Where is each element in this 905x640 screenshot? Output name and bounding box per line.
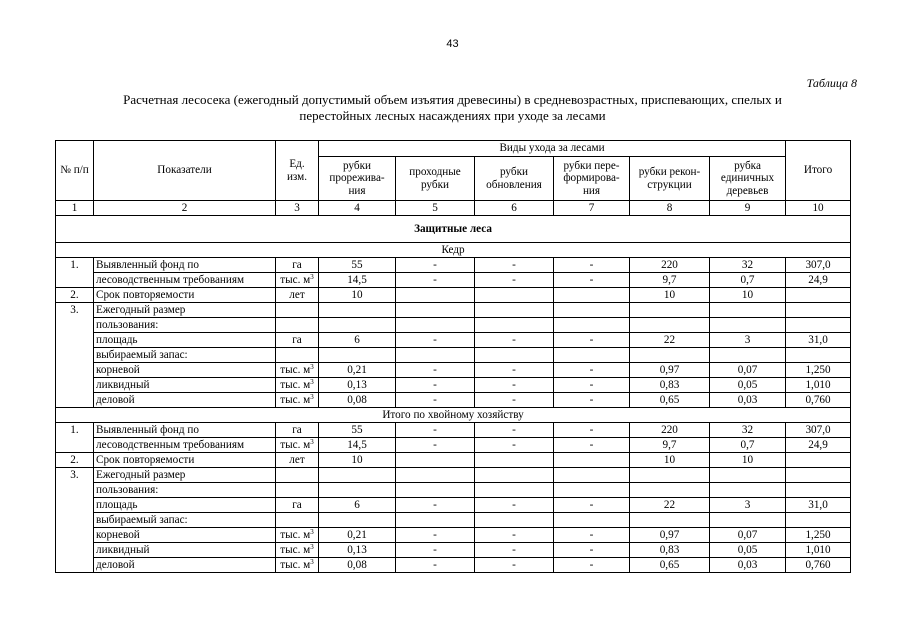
row-value [396, 453, 475, 468]
row-value [475, 483, 554, 498]
group-title: Кедр [56, 243, 851, 258]
row-value: 24,9 [786, 273, 851, 288]
row-value [319, 513, 396, 528]
column-number: 8 [630, 201, 710, 216]
row-value: - [554, 393, 630, 408]
row-value: 0,07 [710, 363, 786, 378]
header-type-passage: проходные рубки [396, 157, 475, 201]
header-type-renewal: рубки обновления [475, 157, 554, 201]
row-value: - [396, 333, 475, 348]
row-value: 22 [630, 498, 710, 513]
row-value: 0,05 [710, 543, 786, 558]
row-value: 14,5 [319, 273, 396, 288]
row-value: 0,08 [319, 558, 396, 573]
unit-text: га [292, 499, 302, 511]
row-value: 1,250 [786, 363, 851, 378]
row-unit [276, 453, 319, 468]
row-value [554, 513, 630, 528]
row-indicator: корневой [94, 528, 276, 543]
table-row [56, 423, 851, 438]
row-value [630, 483, 710, 498]
unit-text: тыс. м [280, 439, 311, 451]
row-value [710, 468, 786, 483]
column-number: 7 [554, 201, 630, 216]
unit-text: лет [289, 454, 305, 466]
row-value: 9,7 [630, 273, 710, 288]
row-value: 31,0 [786, 333, 851, 348]
header-type-thinning: рубки прорежива-ния [319, 157, 396, 201]
row-number [56, 528, 94, 543]
unit-text: тыс. м [280, 394, 311, 406]
column-number-row [56, 201, 851, 216]
table-row [56, 513, 851, 528]
row-value: - [396, 258, 475, 273]
table-row [56, 483, 851, 498]
row-value: 10 [710, 453, 786, 468]
cubic-superscript: 3 [310, 363, 314, 371]
row-value [710, 303, 786, 318]
row-value: - [554, 543, 630, 558]
column-number: 6 [475, 201, 554, 216]
row-value: - [554, 378, 630, 393]
row-value: 0,760 [786, 393, 851, 408]
row-value: 22 [630, 333, 710, 348]
row-number: 1. [56, 258, 94, 273]
table-row [56, 258, 851, 273]
header-care-types: Виды ухода за лесами [319, 141, 786, 157]
row-value: - [396, 498, 475, 513]
row-indicator: лесоводственным требованиям [94, 438, 276, 453]
group-title: Итого по хвойному хозяйству [56, 408, 851, 423]
row-value [710, 348, 786, 363]
row-indicator: пользования: [94, 318, 276, 333]
header-indicator: Показатели [94, 141, 276, 201]
row-value: - [396, 558, 475, 573]
row-value: 0,83 [630, 378, 710, 393]
row-value: - [396, 363, 475, 378]
row-indicator: деловой [94, 393, 276, 408]
cubic-superscript: 3 [310, 273, 314, 281]
row-value [475, 318, 554, 333]
header-num: № п/п [56, 141, 94, 201]
row-value: 10 [630, 453, 710, 468]
row-value [475, 453, 554, 468]
row-value [554, 468, 630, 483]
row-value: - [396, 378, 475, 393]
column-number: 9 [710, 201, 786, 216]
row-value: - [554, 273, 630, 288]
row-value [786, 288, 851, 303]
row-value: 0,83 [630, 543, 710, 558]
row-value [630, 348, 710, 363]
row-value [630, 468, 710, 483]
row-number [56, 318, 94, 333]
row-value [786, 468, 851, 483]
allowable-cut-table [55, 140, 851, 573]
row-value [319, 348, 396, 363]
row-number [56, 558, 94, 573]
row-value: 0,7 [710, 273, 786, 288]
cubic-superscript: 3 [310, 558, 314, 566]
row-unit [276, 303, 319, 318]
row-value: 14,5 [319, 438, 396, 453]
table-row [56, 543, 851, 558]
table-row [56, 303, 851, 318]
row-number: 1. [56, 423, 94, 438]
column-number: 2 [94, 201, 276, 216]
row-value: - [475, 393, 554, 408]
unit-text: тыс. м [280, 544, 311, 556]
unit-text: лет [289, 289, 305, 301]
row-value: - [475, 438, 554, 453]
table-row [56, 363, 851, 378]
row-number [56, 498, 94, 513]
row-value [396, 318, 475, 333]
row-value [475, 303, 554, 318]
row-number [56, 513, 94, 528]
row-value: 32 [710, 258, 786, 273]
unit-text: тыс. м [280, 364, 311, 376]
row-value [786, 453, 851, 468]
row-value [396, 513, 475, 528]
cubic-superscript: 3 [310, 378, 314, 386]
row-unit [276, 558, 319, 573]
row-value [786, 483, 851, 498]
row-value: - [554, 498, 630, 513]
row-value [475, 348, 554, 363]
column-number: 4 [319, 201, 396, 216]
row-value [554, 348, 630, 363]
row-value [554, 288, 630, 303]
row-indicator: Срок повторяемости [94, 288, 276, 303]
page-number: 43 [446, 38, 459, 50]
row-value: - [554, 258, 630, 273]
row-indicator: корневой [94, 363, 276, 378]
row-value: - [396, 543, 475, 558]
unit-text: га [292, 424, 302, 436]
cubic-superscript: 3 [310, 393, 314, 401]
row-number: 2. [56, 288, 94, 303]
row-unit [276, 333, 319, 348]
table-row [56, 393, 851, 408]
row-value [396, 288, 475, 303]
row-value: - [475, 498, 554, 513]
row-indicator: деловой [94, 558, 276, 573]
row-value [396, 303, 475, 318]
row-indicator: Ежегодный размер [94, 468, 276, 483]
row-value: - [396, 528, 475, 543]
table-row [56, 348, 851, 363]
row-value: 0,13 [319, 543, 396, 558]
row-value [786, 348, 851, 363]
row-number [56, 273, 94, 288]
row-unit [276, 483, 319, 498]
row-value: 9,7 [630, 438, 710, 453]
table-row [56, 558, 851, 573]
row-value [475, 468, 554, 483]
group-row [56, 408, 851, 423]
row-unit [276, 348, 319, 363]
unit-text: га [292, 259, 302, 271]
row-value: - [396, 438, 475, 453]
cubic-superscript: 3 [310, 438, 314, 446]
row-value: 0,03 [710, 558, 786, 573]
row-number: 2. [56, 453, 94, 468]
table-row [56, 333, 851, 348]
cubic-superscript: 3 [310, 543, 314, 551]
row-number [56, 393, 94, 408]
row-indicator: Выявленный фонд по [94, 423, 276, 438]
header-unit: Ед. изм. [276, 141, 319, 201]
row-indicator: Выявленный фонд по [94, 258, 276, 273]
row-value [319, 483, 396, 498]
row-number [56, 333, 94, 348]
row-unit [276, 513, 319, 528]
row-unit [276, 438, 319, 453]
row-indicator: выбираемый запас: [94, 348, 276, 363]
row-unit [276, 393, 319, 408]
column-number: 1 [56, 201, 94, 216]
row-value: 3 [710, 333, 786, 348]
column-number: 5 [396, 201, 475, 216]
row-value: 10 [319, 288, 396, 303]
row-value [396, 483, 475, 498]
row-value: 0,97 [630, 363, 710, 378]
row-value: 0,21 [319, 363, 396, 378]
row-number [56, 348, 94, 363]
row-value: 31,0 [786, 498, 851, 513]
row-number: 3. [56, 468, 94, 483]
unit-text: тыс. м [280, 529, 311, 541]
row-value [710, 318, 786, 333]
table-caption [40, 92, 865, 124]
row-value [710, 483, 786, 498]
table-row [56, 498, 851, 513]
row-value: 55 [319, 258, 396, 273]
row-value [396, 348, 475, 363]
row-number [56, 378, 94, 393]
caption-line-1: Расчетная лесосека (ежегодный допустимый объем изъятия древесины) в средневозрастных, приспевающих, спелых и [123, 92, 782, 107]
row-value: 0,760 [786, 558, 851, 573]
row-value: 10 [319, 453, 396, 468]
row-value [554, 303, 630, 318]
row-value [630, 513, 710, 528]
row-indicator: площадь [94, 333, 276, 348]
row-value: 24,9 [786, 438, 851, 453]
row-value: - [554, 333, 630, 348]
table-row [56, 273, 851, 288]
row-indicator: ликвидный [94, 543, 276, 558]
row-indicator: ликвидный [94, 378, 276, 393]
row-value: 0,05 [710, 378, 786, 393]
unit-text: тыс. м [280, 274, 311, 286]
row-value: 307,0 [786, 423, 851, 438]
table-row [56, 453, 851, 468]
row-value: - [554, 528, 630, 543]
row-value: 1,010 [786, 543, 851, 558]
table-row [56, 288, 851, 303]
table-row [56, 378, 851, 393]
header-total: Итого [786, 141, 851, 201]
row-value [786, 513, 851, 528]
row-indicator: Срок повторяемости [94, 453, 276, 468]
table-label: Таблица 8 [806, 76, 857, 90]
row-value [319, 318, 396, 333]
section-row [56, 216, 851, 243]
row-indicator: площадь [94, 498, 276, 513]
table-row [56, 438, 851, 453]
row-value: 0,65 [630, 393, 710, 408]
row-value: - [475, 378, 554, 393]
group-row [56, 243, 851, 258]
row-value: 10 [630, 288, 710, 303]
row-number [56, 483, 94, 498]
row-unit [276, 528, 319, 543]
header-type-reconstruction: рубки рекон-струкции [630, 157, 710, 201]
row-value [554, 318, 630, 333]
row-value: - [554, 558, 630, 573]
row-value: - [554, 363, 630, 378]
caption-line-2: перестойных лесных насаждениях при уходе за лесами [299, 108, 606, 123]
row-value: 6 [319, 333, 396, 348]
row-value [786, 303, 851, 318]
row-number [56, 363, 94, 378]
row-value: 220 [630, 258, 710, 273]
row-value: 1,250 [786, 528, 851, 543]
table-body [56, 201, 851, 573]
row-value: 32 [710, 423, 786, 438]
row-value [710, 513, 786, 528]
row-value: 0,7 [710, 438, 786, 453]
row-value: - [475, 273, 554, 288]
unit-text: га [292, 334, 302, 346]
row-value: - [475, 363, 554, 378]
row-value: 0,03 [710, 393, 786, 408]
row-value: 10 [710, 288, 786, 303]
row-unit [276, 273, 319, 288]
row-value: 6 [319, 498, 396, 513]
row-value: 220 [630, 423, 710, 438]
row-unit [276, 498, 319, 513]
table-row [56, 318, 851, 333]
row-value [630, 318, 710, 333]
row-indicator: Ежегодный размер [94, 303, 276, 318]
row-number [56, 438, 94, 453]
row-value: 0,13 [319, 378, 396, 393]
row-indicator: выбираемый запас: [94, 513, 276, 528]
row-value [475, 288, 554, 303]
row-value [475, 513, 554, 528]
row-value: - [554, 423, 630, 438]
column-number: 10 [786, 201, 851, 216]
row-value: - [475, 423, 554, 438]
row-indicator: лесоводственным требованиям [94, 273, 276, 288]
header-type-reformation: рубки пере-формирова-ния [554, 157, 630, 201]
header-type-single-tree: рубка единичных деревьев [710, 157, 786, 201]
row-value: - [396, 273, 475, 288]
row-value: 55 [319, 423, 396, 438]
row-value: - [554, 438, 630, 453]
row-value: 307,0 [786, 258, 851, 273]
row-value: 0,21 [319, 528, 396, 543]
row-value: 0,97 [630, 528, 710, 543]
table-row [56, 528, 851, 543]
row-value: - [475, 558, 554, 573]
row-indicator: пользования: [94, 483, 276, 498]
row-unit [276, 318, 319, 333]
row-value: - [475, 528, 554, 543]
row-value: - [396, 423, 475, 438]
row-number: 3. [56, 303, 94, 318]
row-unit [276, 378, 319, 393]
unit-text: тыс. м [280, 559, 311, 571]
row-value: - [475, 258, 554, 273]
row-unit [276, 468, 319, 483]
row-unit [276, 288, 319, 303]
row-value: 3 [710, 498, 786, 513]
unit-text: тыс. м [280, 379, 311, 391]
row-value: - [475, 333, 554, 348]
row-value: - [475, 543, 554, 558]
row-value [630, 303, 710, 318]
row-value: 0,07 [710, 528, 786, 543]
row-value [396, 468, 475, 483]
row-value: 0,65 [630, 558, 710, 573]
row-unit [276, 258, 319, 273]
cubic-superscript: 3 [310, 528, 314, 536]
row-value: 0,08 [319, 393, 396, 408]
table-row [56, 468, 851, 483]
row-number [56, 543, 94, 558]
row-value [554, 453, 630, 468]
column-number: 3 [276, 201, 319, 216]
row-unit [276, 543, 319, 558]
section-title: Защитные леса [56, 216, 851, 243]
row-value [786, 318, 851, 333]
row-value [554, 483, 630, 498]
row-value: 1,010 [786, 378, 851, 393]
row-value [319, 468, 396, 483]
row-unit [276, 363, 319, 378]
row-unit [276, 423, 319, 438]
row-value [319, 303, 396, 318]
row-value: - [396, 393, 475, 408]
